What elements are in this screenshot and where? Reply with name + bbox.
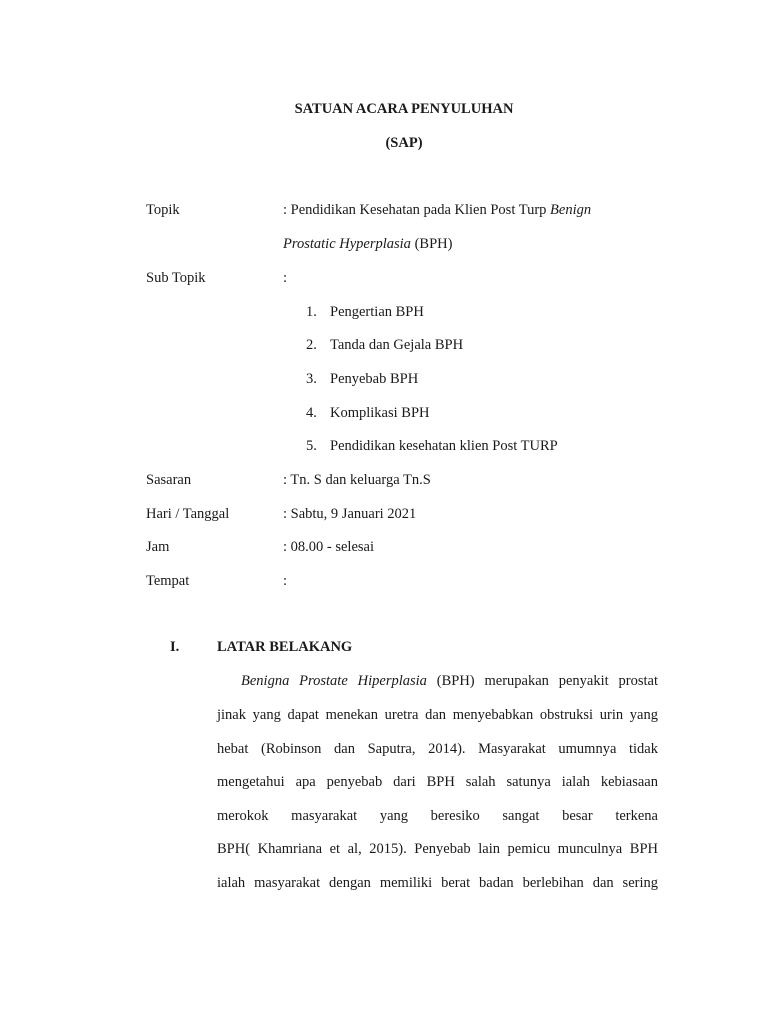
field-label-sub-topik: Sub Topik [146, 270, 206, 286]
paragraph-text: (BPH) merupakan penyakit prostat [426, 673, 658, 689]
list-item: Tanda dan Gejala BPH [330, 337, 464, 353]
list-item-number: 5. [306, 438, 317, 454]
topik-italic-text: Benign [550, 202, 592, 218]
topik-text: : Pendidikan Kesehatan pada Klien Post Turp [283, 202, 551, 218]
list-item-number: 1. [306, 304, 317, 320]
field-label-jam: Jam [146, 539, 170, 555]
document-title: SATUAN ACARA PENYULUHAN [294, 101, 514, 117]
list-item: Pengertian BPH [330, 304, 424, 320]
field-label-tempat: Tempat [146, 573, 190, 589]
paragraph-line-first [241, 673, 658, 690]
paragraph-line: mengetahui apa penyebab dari BPH salah satunya ialah kebiasaan [217, 774, 658, 790]
section-number: I. [170, 639, 180, 655]
field-value-sub-topik: : [283, 270, 288, 286]
field-label-topik: Topik [146, 202, 180, 218]
field-label-hari-tanggal: Hari / Tanggal [146, 506, 230, 522]
document-subtitle: (SAP) [385, 135, 423, 151]
field-label-sasaran: Sasaran [146, 472, 192, 488]
topik-italic-text-2: Prostatic Hyperplasia [283, 236, 411, 252]
topik-suffix-text: (BPH) [410, 236, 453, 252]
paragraph-line: merokok masyarakat yang beresiko sangat besar terkena [217, 808, 658, 824]
field-value-hari-tanggal: : Sabtu, 9 Januari 2021 [283, 506, 417, 522]
list-item-number: 3. [306, 371, 317, 387]
paragraph-italic-text: Benigna Prostate Hiperplasia [241, 673, 427, 689]
paragraph-line: ialah masyarakat dengan memiliki berat badan berlebihan dan sering [217, 875, 658, 891]
paragraph-line: jinak yang dapat menekan uretra dan menyebabkan obstruksi urin yang [217, 707, 658, 723]
list-item: Penyebab BPH [330, 371, 419, 387]
field-value-tempat: : [283, 573, 288, 589]
paragraph-line: hebat (Robinson dan Saputra, 2014). Masyarakat umumnya tidak [217, 741, 658, 757]
list-item-number: 4. [306, 405, 317, 421]
field-value-sasaran: : Tn. S dan keluarga Tn.S [283, 472, 431, 488]
list-item: Pendidikan kesehatan klien Post TURP [330, 438, 558, 454]
field-value-jam: : 08.00 - selesai [283, 539, 375, 555]
list-item-number: 2. [306, 337, 317, 353]
field-value-topik-line1 [283, 202, 591, 219]
list-item: Komplikasi BPH [330, 405, 430, 421]
paragraph-line: BPH( Khamriana et al, 2015). Penyebab lain pemicu munculnya BPH [217, 841, 658, 857]
field-value-topik-line2 [283, 236, 452, 253]
section-heading: LATAR BELAKANG [217, 639, 353, 655]
